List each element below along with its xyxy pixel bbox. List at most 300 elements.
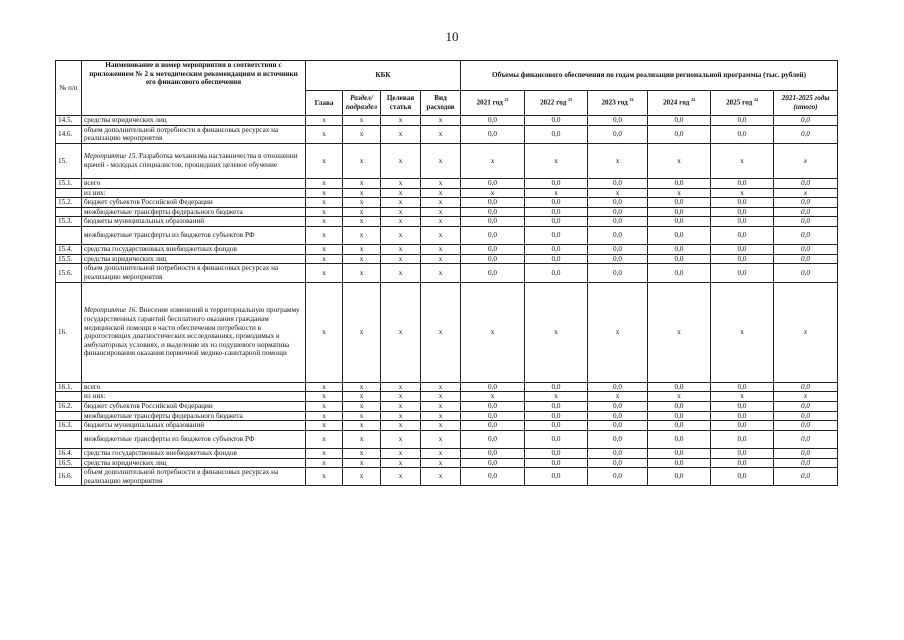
total-cell: 0,0 [774, 448, 838, 458]
year-value-cell: x [461, 282, 525, 382]
year-value-cell: 0,0 [461, 421, 525, 431]
kbk-cell: x [381, 143, 421, 178]
header-year-2025: 2025 год $^{24}$ [711, 91, 774, 116]
kbk-cell: x [421, 198, 461, 208]
total-cell: 0,0 [774, 430, 838, 448]
year-value-cell: 0,0 [711, 382, 774, 392]
kbk-cell: x [306, 401, 343, 411]
year-value-cell: 0,0 [648, 411, 711, 421]
kbk-cell: x [381, 282, 421, 382]
year-value-cell: 0,0 [461, 411, 525, 421]
year-value-cell: 0,0 [588, 125, 648, 143]
year-value-cell: 0,0 [648, 198, 711, 208]
year-value-cell: 0,0 [711, 254, 774, 264]
year-value-cell: 0,0 [525, 430, 588, 448]
year-value-cell: 0,0 [648, 458, 711, 468]
table-row [56, 448, 838, 458]
row-name: межбюджетные трансферты из бюджетов субъектов РФ [82, 227, 306, 245]
year-value-cell: 0,0 [525, 207, 588, 217]
kbk-cell: x [306, 198, 343, 208]
row-name: бюджеты муниципальных образований [82, 421, 306, 431]
header-name: Наименование и номер мероприятия в соответствии с приложением № 2 к методическим рекомендациям и источники его финансового обеспечения [82, 61, 306, 116]
year-value-cell: x [711, 392, 774, 402]
year-value-cell: x [588, 392, 648, 402]
kbk-cell: x [381, 178, 421, 188]
total-cell: 0,0 [774, 264, 838, 282]
total-cell: 0,0 [774, 411, 838, 421]
row-name: объем дополнительной потребности в финансовых ресурсах на реализацию мероприятия [82, 125, 306, 143]
row-number: 15.4. [56, 245, 82, 255]
row-number [56, 227, 82, 245]
row-number: 16. [56, 282, 82, 382]
table-row [56, 401, 838, 411]
kbk-cell: x [421, 392, 461, 402]
total-cell: x [774, 282, 838, 382]
kbk-cell: x [306, 143, 343, 178]
header-year-2022: 2022 год $^{23}$ [525, 91, 588, 116]
year-value-cell: 0,0 [588, 458, 648, 468]
year-value-cell: 0,0 [588, 245, 648, 255]
kbk-cell: x [343, 143, 381, 178]
row-number: 15.5. [56, 254, 82, 264]
year-value-cell: 0,0 [525, 264, 588, 282]
year-value-cell: 0,0 [525, 178, 588, 188]
row-name: бюджет субъектов Российской Федерации [82, 198, 306, 208]
year-value-cell: 0,0 [711, 401, 774, 411]
year-value-cell: 0,0 [461, 178, 525, 188]
row-name: средства юридических лиц [82, 116, 306, 126]
kbk-cell: x [421, 448, 461, 458]
year-value-cell: x [648, 143, 711, 178]
kbk-cell: x [421, 468, 461, 486]
kbk-cell: x [343, 207, 381, 217]
header-year-2021: 2021 год $^{22}$ [461, 91, 525, 116]
row-name: межбюджетные трансферты федерального бюджета [82, 411, 306, 421]
kbk-cell: x [381, 217, 421, 227]
year-value-cell: x [648, 188, 711, 198]
year-value-cell: x [711, 143, 774, 178]
table-row [56, 411, 838, 421]
kbk-cell: x [421, 188, 461, 198]
year-value-cell: 0,0 [711, 116, 774, 126]
row-number [56, 411, 82, 421]
year-value-cell: 0,0 [711, 421, 774, 431]
header-kbk: КБК [306, 61, 461, 91]
row-number: 14.6. [56, 125, 82, 143]
row-name: межбюджетные трансферты из бюджетов субъектов РФ [82, 430, 306, 448]
year-value-cell: 0,0 [711, 227, 774, 245]
year-value-cell: 0,0 [588, 264, 648, 282]
kbk-cell: x [343, 468, 381, 486]
kbk-cell: x [343, 217, 381, 227]
header-kbk-glava: Глава [306, 91, 343, 116]
year-value-cell: 0,0 [648, 116, 711, 126]
kbk-cell: x [381, 430, 421, 448]
year-value-cell: 0,0 [525, 401, 588, 411]
kbk-cell: x [343, 188, 381, 198]
year-value-cell: 0,0 [525, 382, 588, 392]
year-value-cell: x [525, 282, 588, 382]
kbk-cell: x [306, 468, 343, 486]
year-value-cell: x [525, 143, 588, 178]
year-value-cell: 0,0 [711, 217, 774, 227]
row-number: 15.6. [56, 264, 82, 282]
kbk-cell: x [306, 217, 343, 227]
year-value-cell: 0,0 [461, 382, 525, 392]
row-name: Мероприятие 16. Внесение изменений в территориальную программу государственных гарантий бесплатного оказания гражданам медицинской помощи в части обеспечения потребности в дорогостоящих диагностических исследованиях, проводимых в амбулаторных условиях, и выделение их из подушевого норматива финансирования оказания первичной медико-санитарной помощи [82, 282, 306, 382]
table-row [56, 468, 838, 486]
table-row [56, 207, 838, 217]
kbk-cell: x [381, 392, 421, 402]
row-name: объем дополнительной потребности в финансовых ресурсах на реализацию мероприятия [82, 468, 306, 486]
row-number: 16.2. [56, 401, 82, 411]
row-number: 15. [56, 143, 82, 178]
kbk-cell: x [343, 198, 381, 208]
kbk-cell: x [421, 382, 461, 392]
table-row [56, 264, 838, 282]
header-kbk-vid: Вид расходов [421, 91, 461, 116]
year-value-cell: x [461, 143, 525, 178]
total-cell: 0,0 [774, 401, 838, 411]
year-value-cell: x [461, 392, 525, 402]
total-cell: 0,0 [774, 125, 838, 143]
year-value-cell: 0,0 [711, 411, 774, 421]
kbk-cell: x [306, 430, 343, 448]
year-value-cell: x [711, 188, 774, 198]
header-total: 2021-2025 годы (итого) [774, 91, 838, 116]
table-row [56, 188, 838, 198]
row-number: 16.4. [56, 448, 82, 458]
kbk-cell: x [306, 421, 343, 431]
year-value-cell: 0,0 [711, 207, 774, 217]
year-value-cell: 0,0 [711, 198, 774, 208]
kbk-cell: x [343, 382, 381, 392]
year-value-cell: 0,0 [588, 217, 648, 227]
header-kbk-statya: Целевая статья [381, 91, 421, 116]
year-value-cell: 0,0 [461, 245, 525, 255]
row-name: всего [82, 382, 306, 392]
year-value-cell: 0,0 [588, 421, 648, 431]
year-value-cell: 0,0 [461, 264, 525, 282]
year-value-cell: 0,0 [588, 227, 648, 245]
kbk-cell: x [343, 430, 381, 448]
kbk-cell: x [306, 254, 343, 264]
row-number: 15.3. [56, 217, 82, 227]
kbk-cell: x [343, 401, 381, 411]
row-name: средства государственных внебюджетных фондов [82, 245, 306, 255]
kbk-cell: x [381, 207, 421, 217]
kbk-cell: x [343, 282, 381, 382]
kbk-cell: x [381, 198, 421, 208]
year-value-cell: x [525, 392, 588, 402]
year-value-cell: 0,0 [525, 254, 588, 264]
table-row [56, 245, 838, 255]
table-row [56, 421, 838, 431]
total-cell: 0,0 [774, 116, 838, 126]
total-cell: 0,0 [774, 227, 838, 245]
header-year-2024: 2024 год $^{24}$ [648, 91, 711, 116]
kbk-cell: x [381, 227, 421, 245]
row-number: 16.6. [56, 468, 82, 486]
year-value-cell: 0,0 [461, 254, 525, 264]
year-value-cell: 0,0 [648, 227, 711, 245]
total-cell: 0,0 [774, 207, 838, 217]
year-value-cell: 0,0 [588, 468, 648, 486]
financing-table [55, 60, 838, 486]
total-cell: x [774, 392, 838, 402]
row-number [56, 188, 82, 198]
kbk-cell: x [306, 282, 343, 382]
kbk-cell: x [306, 207, 343, 217]
kbk-cell: x [421, 430, 461, 448]
year-value-cell: 0,0 [525, 411, 588, 421]
kbk-cell: x [421, 401, 461, 411]
row-name: объем дополнительной потребности в финансовых ресурсах на реализацию мероприятия [82, 264, 306, 282]
year-value-cell: 0,0 [525, 448, 588, 458]
year-value-cell: x [588, 188, 648, 198]
row-number: 15.1. [56, 178, 82, 188]
year-value-cell: 0,0 [525, 458, 588, 468]
kbk-cell: x [306, 382, 343, 392]
kbk-cell: x [421, 411, 461, 421]
table-row [56, 116, 838, 126]
row-number [56, 392, 82, 402]
kbk-cell: x [343, 125, 381, 143]
table-row [56, 392, 838, 402]
kbk-cell: x [381, 421, 421, 431]
kbk-cell: x [343, 264, 381, 282]
year-value-cell: 0,0 [461, 430, 525, 448]
kbk-cell: x [306, 178, 343, 188]
year-value-cell: 0,0 [461, 468, 525, 486]
year-value-cell: 0,0 [525, 468, 588, 486]
kbk-cell: x [381, 116, 421, 126]
year-value-cell: 0,0 [588, 448, 648, 458]
total-cell: 0,0 [774, 458, 838, 468]
kbk-cell: x [381, 411, 421, 421]
kbk-cell: x [421, 116, 461, 126]
total-cell: 0,0 [774, 382, 838, 392]
year-value-cell: 0,0 [461, 125, 525, 143]
row-name: из них: [82, 188, 306, 198]
year-value-cell: 0,0 [711, 448, 774, 458]
year-value-cell: 0,0 [648, 264, 711, 282]
row-name: из них: [82, 392, 306, 402]
year-value-cell: 0,0 [588, 116, 648, 126]
row-name: межбюджетные трансферты федерального бюджета [82, 207, 306, 217]
table-row [56, 254, 838, 264]
row-number: 16.3. [56, 421, 82, 431]
year-value-cell: x [648, 392, 711, 402]
kbk-cell: x [381, 448, 421, 458]
year-value-cell: 0,0 [648, 217, 711, 227]
year-value-cell: 0,0 [588, 411, 648, 421]
kbk-cell: x [343, 448, 381, 458]
year-value-cell: 0,0 [711, 264, 774, 282]
year-value-cell: x [588, 282, 648, 382]
total-cell: 0,0 [774, 468, 838, 486]
kbk-cell: x [381, 458, 421, 468]
total-cell: 0,0 [774, 217, 838, 227]
year-value-cell: 0,0 [648, 430, 711, 448]
year-value-cell: 0,0 [711, 458, 774, 468]
year-value-cell: 0,0 [461, 116, 525, 126]
total-cell: 0,0 [774, 178, 838, 188]
header-year-2023: 2023 год $^{24}$ [588, 91, 648, 116]
total-cell: 0,0 [774, 421, 838, 431]
total-cell: 0,0 [774, 245, 838, 255]
year-value-cell: 0,0 [648, 254, 711, 264]
kbk-cell: x [343, 392, 381, 402]
kbk-cell: x [421, 421, 461, 431]
row-number [56, 430, 82, 448]
year-value-cell: 0,0 [711, 468, 774, 486]
year-value-cell: 0,0 [648, 125, 711, 143]
year-value-cell: 0,0 [461, 448, 525, 458]
row-number [56, 207, 82, 217]
year-value-cell: 0,0 [648, 245, 711, 255]
table-row [56, 143, 838, 178]
kbk-cell: x [343, 245, 381, 255]
year-value-cell: 0,0 [525, 217, 588, 227]
header-num: № п/п [56, 61, 82, 116]
row-number: 15.2. [56, 198, 82, 208]
year-value-cell: 0,0 [525, 125, 588, 143]
kbk-cell: x [421, 264, 461, 282]
year-value-cell: 0,0 [525, 116, 588, 126]
kbk-cell: x [343, 178, 381, 188]
year-value-cell: 0,0 [461, 207, 525, 217]
year-value-cell: 0,0 [711, 125, 774, 143]
kbk-cell: x [421, 227, 461, 245]
year-value-cell: 0,0 [711, 245, 774, 255]
header-volumes: Объемы финансового обеспечения по годам реализации региональной программы (тыс. рублей) [461, 61, 838, 91]
kbk-cell: x [343, 458, 381, 468]
kbk-cell: x [306, 264, 343, 282]
kbk-cell: x [381, 125, 421, 143]
row-number: 16.1. [56, 382, 82, 392]
table-row [56, 282, 838, 382]
year-value-cell: 0,0 [588, 382, 648, 392]
year-value-cell: x [648, 282, 711, 382]
year-value-cell: 0,0 [648, 448, 711, 458]
kbk-cell: x [306, 458, 343, 468]
year-value-cell: 0,0 [461, 217, 525, 227]
year-value-cell: 0,0 [461, 458, 525, 468]
kbk-cell: x [421, 207, 461, 217]
kbk-cell: x [343, 227, 381, 245]
year-value-cell: x [588, 143, 648, 178]
year-value-cell: 0,0 [711, 178, 774, 188]
total-cell: 0,0 [774, 198, 838, 208]
kbk-cell: x [306, 188, 343, 198]
year-value-cell: 0,0 [525, 227, 588, 245]
year-value-cell: 0,0 [588, 207, 648, 217]
total-cell: 0,0 [774, 254, 838, 264]
year-value-cell: 0,0 [588, 254, 648, 264]
year-value-cell: x [461, 188, 525, 198]
year-value-cell: 0,0 [525, 198, 588, 208]
table-row [56, 458, 838, 468]
year-value-cell: 0,0 [711, 430, 774, 448]
kbk-cell: x [306, 245, 343, 255]
table-row [56, 178, 838, 188]
row-name: средства юридических лиц [82, 458, 306, 468]
year-value-cell: 0,0 [648, 468, 711, 486]
page-number: 10 [445, 29, 459, 44]
year-value-cell: 0,0 [588, 198, 648, 208]
total-cell: x [774, 188, 838, 198]
kbk-cell: x [306, 448, 343, 458]
kbk-cell: x [343, 254, 381, 264]
kbk-cell: x [421, 282, 461, 382]
kbk-cell: x [381, 188, 421, 198]
table-body [56, 116, 838, 486]
table-row [56, 125, 838, 143]
kbk-cell: x [343, 421, 381, 431]
kbk-cell: x [381, 382, 421, 392]
kbk-cell: x [421, 143, 461, 178]
kbk-cell: x [421, 254, 461, 264]
row-name: средства юридических лиц [82, 254, 306, 264]
kbk-cell: x [381, 254, 421, 264]
year-value-cell: 0,0 [648, 207, 711, 217]
header-kbk-razdel: Раздел/ подраздел [343, 91, 381, 116]
kbk-cell: x [421, 217, 461, 227]
kbk-cell: x [306, 392, 343, 402]
year-value-cell: 0,0 [648, 178, 711, 188]
year-value-cell: 0,0 [648, 401, 711, 411]
year-value-cell: 0,0 [461, 198, 525, 208]
row-name: Мероприятие 15. Разработка механизма наставничества в отношении врачей - молодых специалистов, прошедших целевое обучение [82, 143, 306, 178]
row-number: 16.5. [56, 458, 82, 468]
year-value-cell: x [525, 188, 588, 198]
kbk-cell: x [306, 411, 343, 421]
year-value-cell: 0,0 [588, 430, 648, 448]
row-number: 14.5. [56, 116, 82, 126]
kbk-cell: x [381, 245, 421, 255]
row-name: бюджет субъектов Российской Федерации [82, 401, 306, 411]
year-value-cell: 0,0 [588, 401, 648, 411]
year-value-cell: 0,0 [588, 178, 648, 188]
header-row-top [56, 61, 838, 91]
total-cell: x [774, 143, 838, 178]
table-row [56, 217, 838, 227]
kbk-cell: x [381, 264, 421, 282]
year-value-cell: 0,0 [525, 421, 588, 431]
table-row [56, 198, 838, 208]
kbk-cell: x [381, 468, 421, 486]
kbk-cell: x [421, 125, 461, 143]
kbk-cell: x [306, 125, 343, 143]
kbk-cell: x [421, 178, 461, 188]
kbk-cell: x [343, 411, 381, 421]
row-name: всего [82, 178, 306, 188]
kbk-cell: x [343, 116, 381, 126]
year-value-cell: x [711, 282, 774, 382]
row-name: средства государственных внебюджетных фондов [82, 448, 306, 458]
year-value-cell: 0,0 [461, 227, 525, 245]
kbk-cell: x [421, 245, 461, 255]
year-value-cell: 0,0 [648, 421, 711, 431]
year-value-cell: 0,0 [461, 401, 525, 411]
table-row [56, 227, 838, 245]
row-name: бюджеты муниципальных образований [82, 217, 306, 227]
kbk-cell: x [306, 227, 343, 245]
kbk-cell: x [381, 401, 421, 411]
table-row [56, 430, 838, 448]
year-value-cell: 0,0 [648, 382, 711, 392]
